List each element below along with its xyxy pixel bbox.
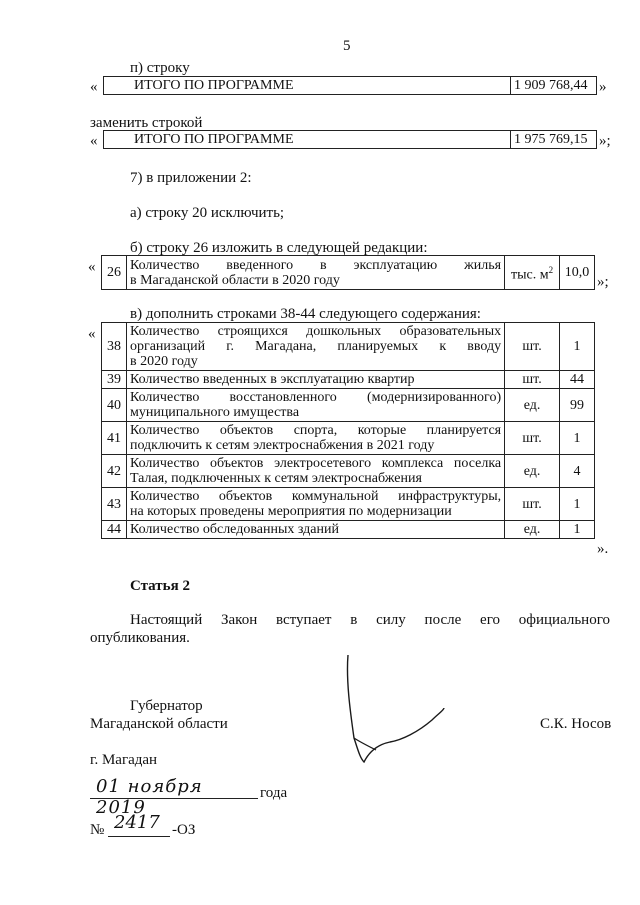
row-desc-line: в 2020 году: [129, 354, 198, 369]
row-unit: ед.: [505, 455, 560, 488]
row-value: 1: [560, 488, 595, 521]
row-num: 39: [102, 371, 127, 389]
number-handwritten: 2417: [114, 812, 160, 833]
row-desc-line: подключить к сетям электроснабжения в 2021 году: [129, 438, 435, 453]
article-text-1: Настоящий Закон вступает в силу после его официального: [130, 612, 610, 628]
item-a: а) строку 20 исключить;: [130, 205, 285, 221]
article-text-2: опубликования.: [90, 630, 190, 646]
row26-desc-line1: Количество введенного в эксплуатацию жилья: [129, 257, 502, 273]
article-text-line1: [130, 612, 610, 629]
total-new-table: [103, 130, 597, 149]
number-prefix: №: [90, 822, 105, 838]
total-old-table: [103, 76, 597, 95]
total-old-value: 1 909 768,44: [510, 77, 596, 95]
row-desc: [126, 488, 504, 521]
row26-table: [101, 255, 595, 290]
signer-title-1: Губернатор: [130, 698, 203, 714]
item-v: в) дополнить строками 38-44 следующего содержания:: [130, 306, 481, 322]
quote-open-3: «: [88, 259, 96, 275]
total-new-close: »;: [599, 133, 611, 149]
page-number: 5: [343, 38, 351, 54]
row-value: 1: [560, 521, 595, 539]
row-num: 43: [102, 488, 127, 521]
signer-title-2: Магаданской области: [90, 716, 228, 732]
table-row: [102, 455, 595, 488]
row26-unit: [505, 256, 560, 290]
table-row: [102, 488, 595, 521]
row-desc-line: Количество строящихся дошкольных образовательных: [129, 324, 502, 339]
item-7: 7) в приложении 2:: [130, 170, 252, 186]
row-desc-line: Количество объектов коммунальной инфраструктуры,: [129, 489, 502, 504]
item-b: б) строку 26 изложить в следующей редакции:: [130, 240, 428, 256]
row-desc: [126, 455, 504, 488]
date-handwritten: 01 ноября 2019: [96, 776, 203, 818]
table-row: [102, 422, 595, 455]
row-desc-line: Количество восстановленного (модернизированного): [129, 390, 502, 405]
row-desc-line: на которых проведены мероприятия по модернизации: [129, 504, 452, 519]
total-new-label: ИТОГО ПО ПРОГРАММЕ: [104, 131, 511, 149]
row-value: 44: [560, 371, 595, 389]
row-unit: ед.: [505, 521, 560, 539]
article-title: Статья 2: [130, 578, 190, 594]
total-new-value: 1 975 769,15: [510, 131, 596, 149]
row-num: 41: [102, 422, 127, 455]
row-desc: [126, 422, 504, 455]
table-row: [102, 371, 595, 389]
row-value: 99: [560, 389, 595, 422]
quote-open-2: «: [90, 133, 98, 149]
table-row: [102, 521, 595, 539]
row-value: 1: [560, 323, 595, 371]
row26-desc: [126, 256, 504, 290]
row-desc-line: Количество обследованных зданий: [129, 522, 339, 537]
row-desc-line: Количество объектов спорта, которые планируется: [129, 423, 502, 438]
total-old-label: ИТОГО ПО ПРОГРАММЕ: [104, 77, 511, 95]
quote-open-4: «: [88, 326, 96, 342]
number-suffix: -ОЗ: [172, 822, 196, 838]
total-old-close: »: [599, 79, 607, 95]
city: г. Магадан: [90, 752, 158, 768]
row-unit: шт.: [505, 371, 560, 389]
row-desc: [126, 323, 504, 371]
row-desc-line: Количество введенных в эксплуатацию квартир: [129, 372, 415, 387]
row-num: 38: [102, 323, 127, 371]
row-unit: ед.: [505, 389, 560, 422]
signer-name: С.К. Носов: [540, 716, 612, 732]
row-desc-line: муниципального имущества: [129, 405, 300, 420]
row26-unit-text: тыс. м: [510, 267, 549, 283]
row-desc: [126, 371, 504, 389]
rows-close: ».: [597, 541, 609, 557]
rows-table: [101, 322, 595, 539]
item-p: п) строку: [130, 60, 190, 76]
table-row: [102, 323, 595, 371]
row-num: 44: [102, 521, 127, 539]
row-value: 4: [560, 455, 595, 488]
signature-scribble: [340, 650, 450, 770]
number-line: [108, 812, 170, 837]
quote-open: «: [90, 79, 98, 95]
date-suffix: года: [260, 785, 288, 801]
row-value: 1: [560, 422, 595, 455]
row26-value: 10,0: [559, 256, 594, 290]
row-unit: шт.: [505, 422, 560, 455]
row26-desc-line2: в Магаданской области в 2020 году: [129, 272, 340, 288]
row-desc-line: организаций г. Магадана, планируемых к вводу: [129, 339, 502, 354]
row-num: 42: [102, 455, 127, 488]
row-unit: шт.: [505, 488, 560, 521]
row26-close: »;: [597, 274, 609, 290]
row26-unit-sup: 2: [548, 264, 554, 275]
row-desc: [126, 389, 504, 422]
row-desc: [126, 521, 504, 539]
table-row: [102, 389, 595, 422]
row-unit: шт.: [505, 323, 560, 371]
row-num: 40: [102, 389, 127, 422]
date-line: [90, 776, 258, 818]
rows-body: [102, 323, 595, 539]
replace-with: заменить строкой: [90, 115, 203, 131]
row-desc-line: Количество объектов электросетевого комплекса поселка: [129, 456, 502, 471]
row26-num: 26: [102, 256, 127, 290]
row-desc-line: Талая, подключенных к сетям электроснабжения: [129, 471, 422, 486]
